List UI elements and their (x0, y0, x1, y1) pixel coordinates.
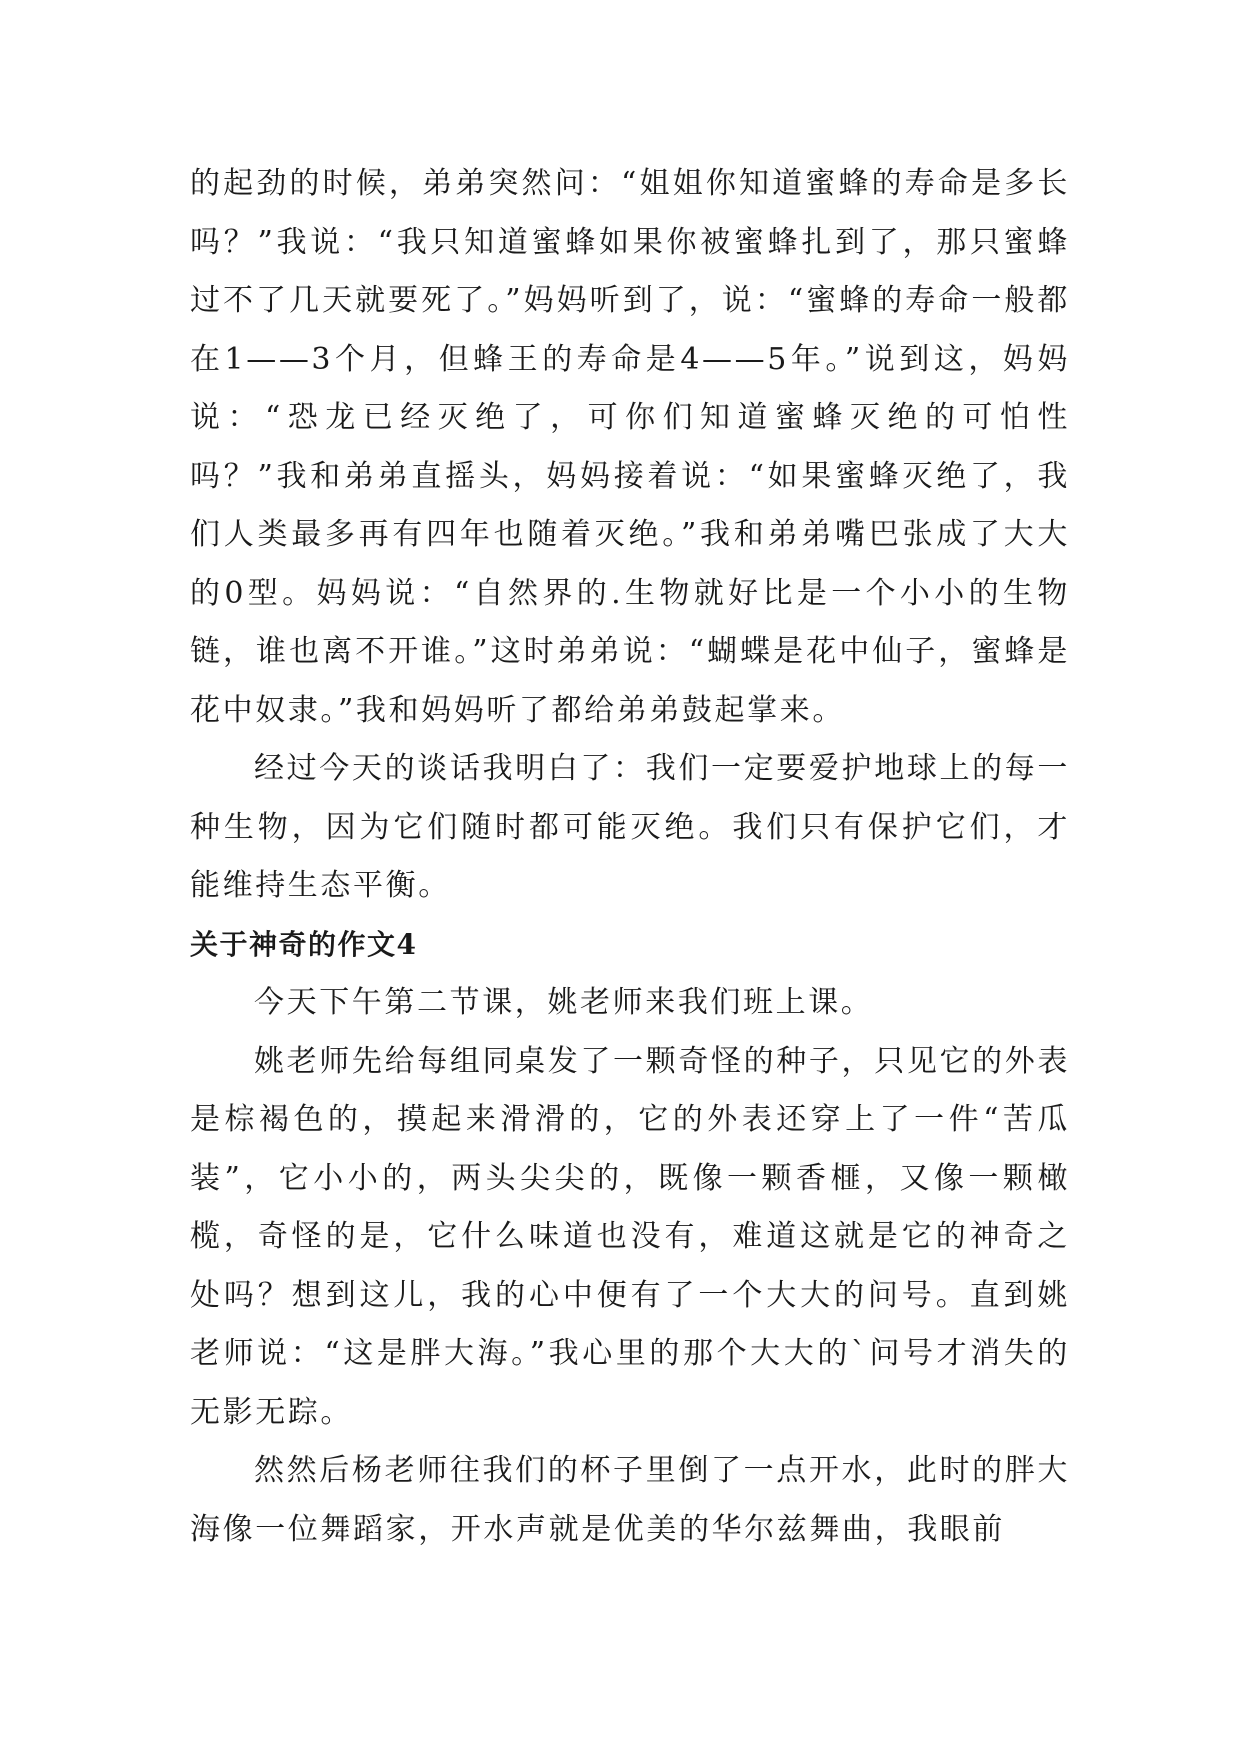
paragraph-hot-water: 然然后杨老师往我们的杯子里倒了一点开水，此时的胖大海像一位舞蹈家，开水声就是优美的华尔兹舞曲，我眼前 (190, 1453, 1070, 1547)
document-body (190, 155, 1070, 1559)
paragraph-conclusion: 经过今天的谈话我明白了：我们一定要爱护地球上的每一种生物，因为它们随时都可能灭绝。我们只有保护它们，才能维持生态平衡。 (190, 751, 1070, 903)
paragraph-seed-description: 姚老师先给每组同桌发了一颗奇怪的种子，只见它的外表是棕褐色的，摸起来滑滑的，它的外表还穿上了一件“苦瓜装”，它小小的，两头尖尖的，既像一颗香榧，又像一颗橄榄，奇怪的是，它什么味道也没有，难道这就是它的神奇之处吗？想到这儿，我的心中便有了一个大大的问号。直到姚老师说：“这是胖大海。”我心里的那个大大的`问号才消失的无影无踪。 (190, 1043, 1070, 1430)
section-heading: 关于神奇的作文4 (190, 927, 418, 961)
paragraph-bee-conversation: 的起劲的时候，弟弟突然问：“姐姐你知道蜜蜂的寿命是多长吗？”我说：“我只知道蜜蜂如果你被蜜蜂扎到了，那只蜜蜂过不了几天就要死了。”妈妈听到了，说：“蜜蜂的寿命一般都在1——3个月，但蜂王的寿命是4——5年。”说到这，妈妈说：“恐龙已经灭绝了，可你们知道蜜蜂灭绝的可怕性吗？”我和弟弟直摇头，妈妈接着说：“如果蜜蜂灭绝了，我们人类最多再有四年也随着灭绝。”我和弟弟嘴巴张成了大大的0型。妈妈说：“自然界的.生物就好比是一个小小的生物链，谁也离不开谁。”这时弟弟说：“蝴蝶是花中仙子，蜜蜂是花中奴隶。”我和妈妈听了都给弟弟鼓起掌来。 (190, 166, 1070, 728)
paragraph-class-intro: 今天下午第二节课，姚老师来我们班上课。 (254, 985, 874, 1020)
